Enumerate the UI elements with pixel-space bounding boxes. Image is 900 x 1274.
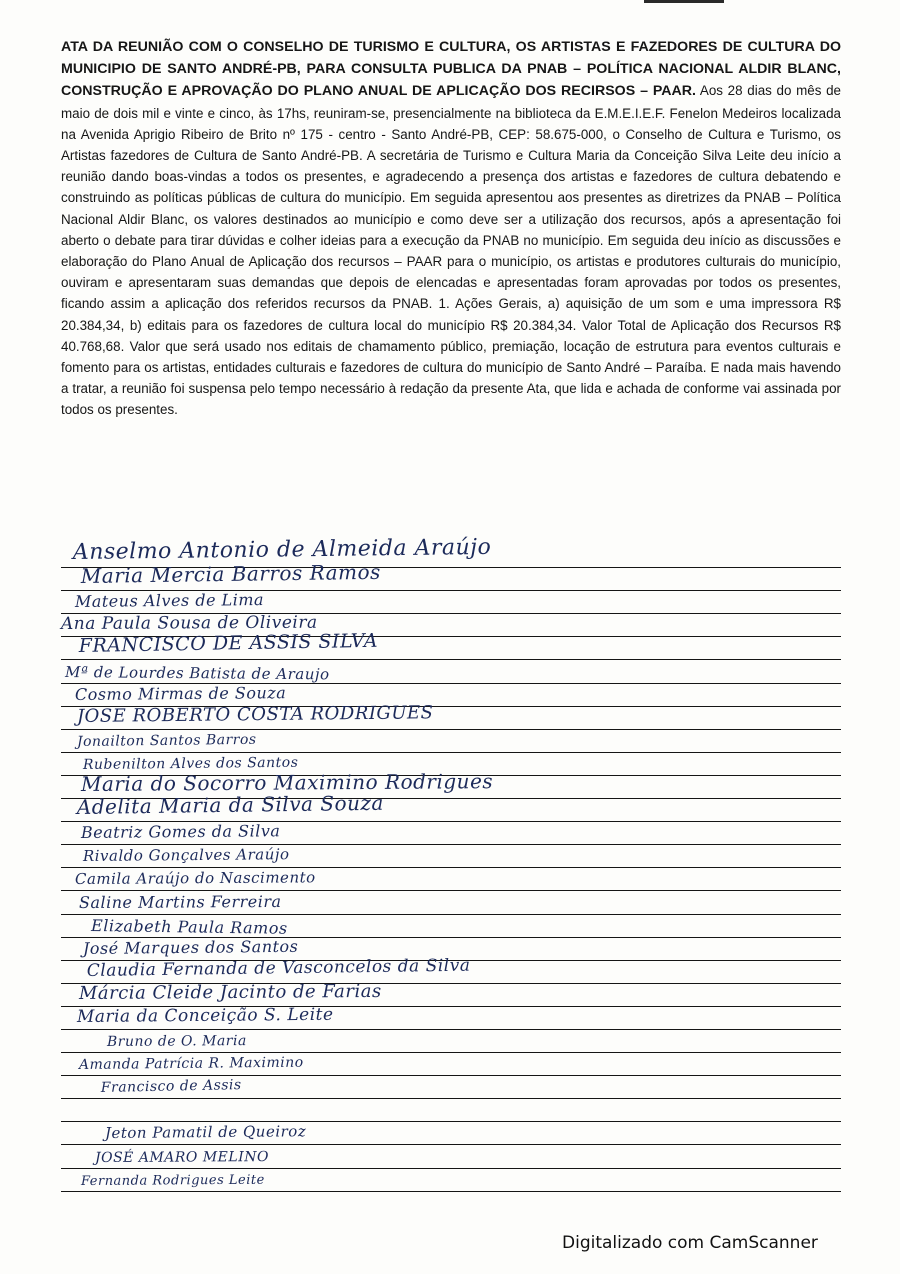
signature-line (61, 630, 841, 660)
handwritten-signature: Beatriz Gomes da Silva (80, 821, 281, 843)
handwritten-signature: Adelita Maria da Silva Souza (76, 790, 385, 820)
signature-line (61, 1122, 841, 1145)
minutes-heading: ATA DA REUNIÃO COM O CONSELHO DE TURISMO E CULTURA, OS ARTISTAS E FAZEDORES DE CULTURA DO MUNICIPIO DE SANTO ANDRÉ-PB, PARA CONSULTA PUBLICA DA PNAB – POLÍTICA NACIONAL ALDIR BLANC, CONSTRUÇÃO E APROVAÇÃO DO PLANO ANUAL DE APLICAÇÃO DOS RECIRSOS – PAAR. (61, 39, 841, 100)
signature-line (61, 1145, 841, 1168)
signature-line (61, 822, 841, 845)
signature-line (61, 868, 841, 891)
signature-line (61, 591, 841, 614)
handwritten-signature: FRANCISCO DE ASSIS SILVA (78, 630, 379, 658)
signature-line (61, 660, 841, 683)
signature-line (61, 1076, 841, 1099)
signature-line (61, 845, 841, 868)
signature-area (60, 534, 841, 1192)
handwritten-signature: José Marques dos Santos (82, 936, 299, 958)
handwritten-signature: Fernanda Rodrigues Leite (80, 1172, 265, 1189)
handwritten-signature: Rubenilton Alves dos Santos (82, 754, 299, 773)
handwritten-signature: Amanda Patrícia R. Maximino (78, 1054, 304, 1074)
signature-line (61, 1169, 841, 1192)
handwritten-signature: Anselmo Antonio de Almeida Araújo (72, 534, 492, 566)
minutes-document (61, 36, 841, 421)
signature-line (61, 955, 841, 984)
signature-line (61, 915, 841, 938)
handwritten-signature: Saline Martins Ferreira (78, 891, 282, 912)
minutes-paragraph (61, 36, 841, 421)
signature-line (61, 684, 841, 707)
handwritten-signature: Maria Mercia Barros Ramos (80, 560, 381, 589)
signature-line (61, 1053, 841, 1076)
signature-line (61, 702, 841, 730)
signature-line (61, 980, 841, 1007)
minutes-body: Aos 28 dias do mês de maio de dois mil e vinte e cinco, às 17hs, reuniram-se, presencialmente na biblioteca da E.M.E.I.E.F. Fenelon Medeiros localizada na Avenida Aprigio Ribeiro de Brito nº 175 - centro - Santo André-PB, CEP: 58.675-000, o Conselho de Cultura e Turismo, os Artistas fazedores de Cultura de Santo André-PB. A secretária de Turismo e Cultura Maria da Conceição Silva Leite deu início a reunião dando boas-vindas a todos os presentes, e agradecendo a presença dos artistas e fazedores de cultura debatendo e construindo as políticas públicas de cultura do município. Em seguida apresentou aos presentes as diretrizes da PNAB – Política Nacional Aldir Blanc, os valores destinados ao município e como deve ser a utilização dos recursos, após a apresentação foi aberto o debate para tirar dúvidas e colher ideias para a execução da PNAB no município. Em seguida deu início as discussões e elaboração do Plano Anual de Aplicação dos recursos – PAAR para o município, os artistas e produtores culturais do município, ouviram e apresentaram suas demandas que depois de elencadas e apresentadas foram aprovadas por todos os presentes, ficando assim a aplicação dos referidos recursos da PNAB. 1. Ações Gerais, a) aquisição de um som e uma impressora R$ 20.384,34, b) editais para os fazedores de cultura local do município R$ 20.384,34. Valor Total de Aplicação dos Recursos R$ 40.768,68. Valor que será usado nos editais de chamamento público, premiação, locação de estrutura para eventos culturais e fomento para os artistas, entidades culturais e fazedores de cultura do município de Santo André – Paraíba. E nada mais havendo a tratar, a reunião foi suspensa pelo tempo necessário à redação da presente Ata, que lida e achada de conforme vai assinada por todos os presentes. (61, 83, 841, 418)
handwritten-signature: Camila Araújo do Nascimento (74, 868, 316, 889)
handwritten-signature: JOSÉ AMARO MELINO (94, 1148, 269, 1166)
handwritten-signature: Márcia Cleide Jacinto de Farias (78, 980, 382, 1004)
scanner-watermark: Digitalizado com CamScanner (562, 1233, 818, 1253)
handwritten-signature: JOSE ROBERTO COSTA RODRIGUES (76, 702, 434, 727)
handwritten-signature: Mateus Alves de Lima (74, 590, 265, 612)
signature-line (61, 1099, 841, 1122)
scan-edge-mark (644, 0, 724, 3)
signature-line (61, 730, 841, 753)
signature-line (61, 891, 841, 914)
signature-line (61, 1004, 841, 1030)
signature-line (61, 560, 841, 591)
handwritten-signature: Francisco de Assis (100, 1077, 242, 1097)
handwritten-signature: Claudia Fernanda de Vasconcelos da Silva (86, 955, 471, 981)
handwritten-signature: Mª de Lourdes Batista de Araujo (65, 662, 330, 683)
handwritten-signature: Maria da Conceição S. Leite (76, 1004, 334, 1027)
handwritten-signature: Bruno de O. Maria (106, 1033, 247, 1051)
handwritten-signature: Jeton Pamatil de Queiroz (104, 1122, 307, 1143)
handwritten-signature: Rivaldo Gonçalves Araújo (82, 845, 290, 866)
handwritten-signature: Maria do Socorro Maximino Rodrigues (80, 769, 494, 797)
handwritten-signature: Jonailton Santos Barros (76, 731, 257, 750)
signature-line (61, 790, 841, 822)
signature-line (61, 1030, 841, 1053)
handwritten-signature: Elizabeth Paula Ramos (91, 915, 288, 938)
handwritten-signature: Cosmo Mirmas de Souza (74, 682, 287, 704)
handwritten-signature: Ana Paula Sousa de Oliveira (60, 613, 318, 635)
